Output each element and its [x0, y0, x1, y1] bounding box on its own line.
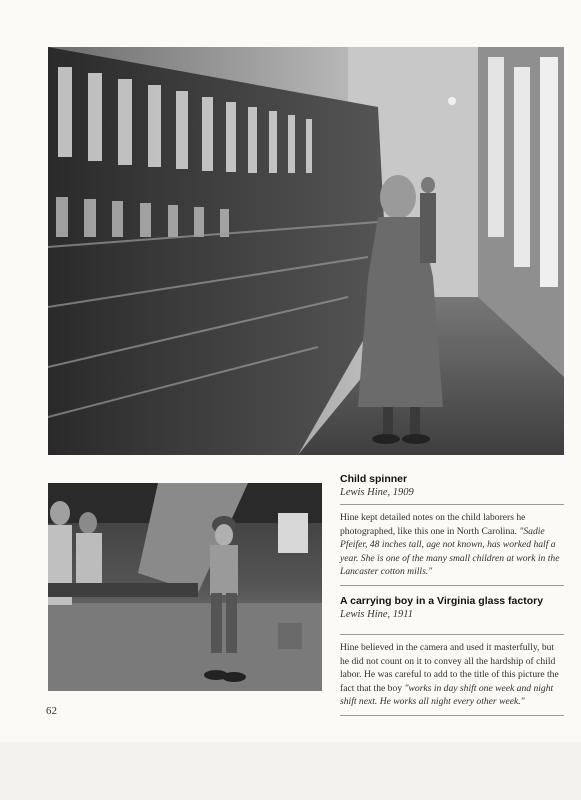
caption-credit: Lewis Hine, 1909 — [340, 487, 414, 498]
caption-glass-factory — [340, 595, 564, 716]
caption-credit: Lewis Hine, 1911 — [340, 609, 414, 620]
caption-end-divider — [340, 585, 564, 586]
child-spinner-photo — [48, 47, 564, 455]
caption-body-text: Hine believed in the camera and used it masterfully, but he did not count on it to convey all the hardship of child labor. He was careful to add to the title of this picture the fact that the boy — [340, 642, 559, 694]
caption-child-spinner — [340, 473, 564, 586]
caption-body-quote: "Sadie Pfeifer, 48 inches tall, age not known, has worked half a year. She is one of the many small children at work in the Lancaster cotton mills." — [340, 525, 560, 577]
page-bottom-edge — [0, 742, 581, 800]
caption-body — [340, 641, 564, 709]
caption-end-divider — [340, 715, 564, 716]
glass-factory-photo — [48, 483, 322, 691]
caption-title: A carrying boy in a Virginia glass factory — [340, 595, 544, 607]
caption-divider — [340, 634, 564, 635]
caption-body-quote: "works in day shift one week and night shift next. He works all night every other week." — [340, 682, 554, 707]
caption-divider — [340, 504, 564, 505]
caption-body — [340, 511, 564, 579]
caption-title: Child spinner — [340, 473, 408, 485]
page-number: 62 — [46, 705, 57, 717]
caption-body-text: Hine kept detailed notes on the child laborers he photographed, like this one in North Carolina. — [340, 512, 526, 537]
